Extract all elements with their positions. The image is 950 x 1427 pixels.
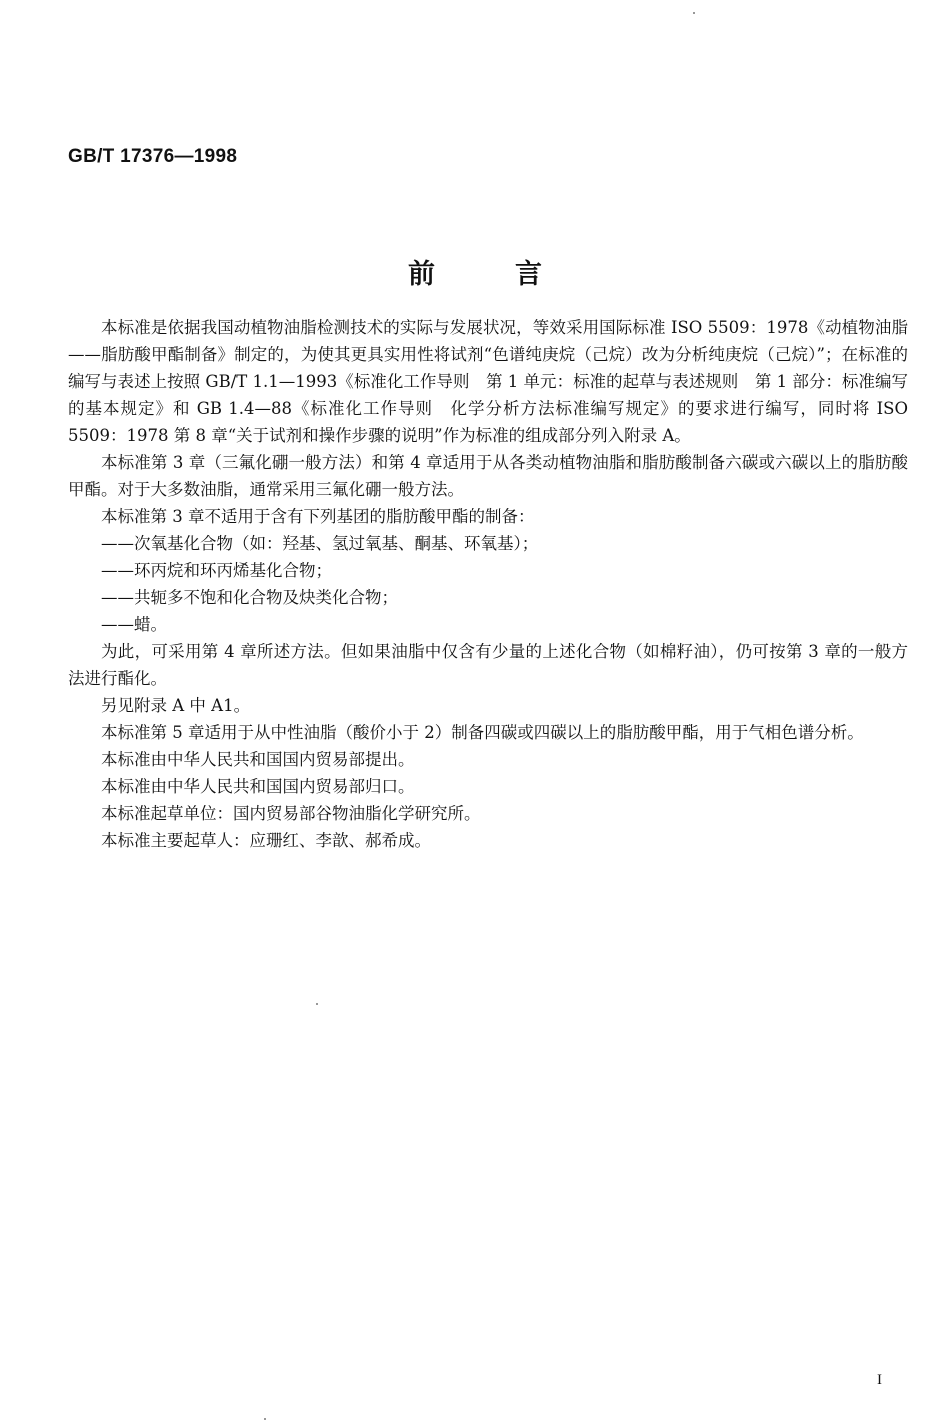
paragraph-exclusions-intro: 本标准第 3 章不适用于含有下列基团的脂肪酸甲酯的制备： [101,507,535,526]
paragraph-alternative-method: 为此，可采用第 4 章所述方法。但如果油脂中仅含有少量的上述化合物（如棉籽油），仍可按第 3 章的一般方法进行酯化。 [68,642,908,688]
scan-speck [693,12,695,14]
scan-speck [316,1003,318,1005]
paragraph-scope-ch5: 本标准第 5 章适用于从中性油脂（酸价小于 2）制备四碳或四碳以上的脂肪酸甲酯，用于气相色谱分析。 [101,723,864,742]
foreword-body [68,314,908,854]
page-title: 前言 [408,259,622,290]
paragraph-centralized-by: 本标准由中华人民共和国国内贸易部归口。 [101,777,415,796]
list-item-wax: ——蜡。 [101,615,167,634]
paragraph-see-annex: 另见附录 A 中 A1。 [101,696,251,715]
page-number: I [877,1372,882,1388]
paragraph-scope-ch3-ch4: 本标准第 3 章（三氟化硼一般方法）和第 4 章适用于从各类动植物油脂和脂肪酸制备六碳或六碳以上的脂肪酸甲酯。对于大多数油脂，通常采用三氟化硼一般方法。 [68,453,908,499]
list-item-oxygenated: ——次氧基化合物（如：羟基、氢过氧基、酮基、环氧基）； [101,534,539,553]
list-item-conjugated: ——共轭多不饱和化合物及炔类化合物； [101,588,398,607]
paragraph-drafters: 本标准主要起草人：应珊红、李歆、郝希成。 [101,831,431,850]
list-item-cyclopropane: ——环丙烷和环丙烯基化合物； [101,561,332,580]
scan-speck [264,1418,266,1420]
paragraph-drafting-unit: 本标准起草单位：国内贸易部谷物油脂化学研究所。 [101,804,481,823]
standard-number: GB/T 17376—1998 [68,146,238,167]
paragraph-adoption: 本标准是依据我国动植物油脂检测技术的实际与发展状况，等效采用国际标准 ISO 5509：1978《动植物油脂——脂肪酸甲酯制备》制定的，为使其更具实用性将试剂“色谱纯庚烷（己烷）改为分析纯庚烷（己烷）”；在标准的编写与表述上按照 GB/T 1.1—1993《标准化工作导则 第 1 单元：标准的起草与表述规则 第 1 部分：标准编写的基本规定》和 GB 1.4—88《标准化工作导则 化学分析方法标准编写规定》的要求进行编写，同时将 ISO 5509：1978 第 8 章“关于试剂和操作步骤的说明”作为标准的组成部分列入附录 A。 [68,318,908,445]
paragraph-proposed-by: 本标准由中华人民共和国国内贸易部提出。 [101,750,415,769]
